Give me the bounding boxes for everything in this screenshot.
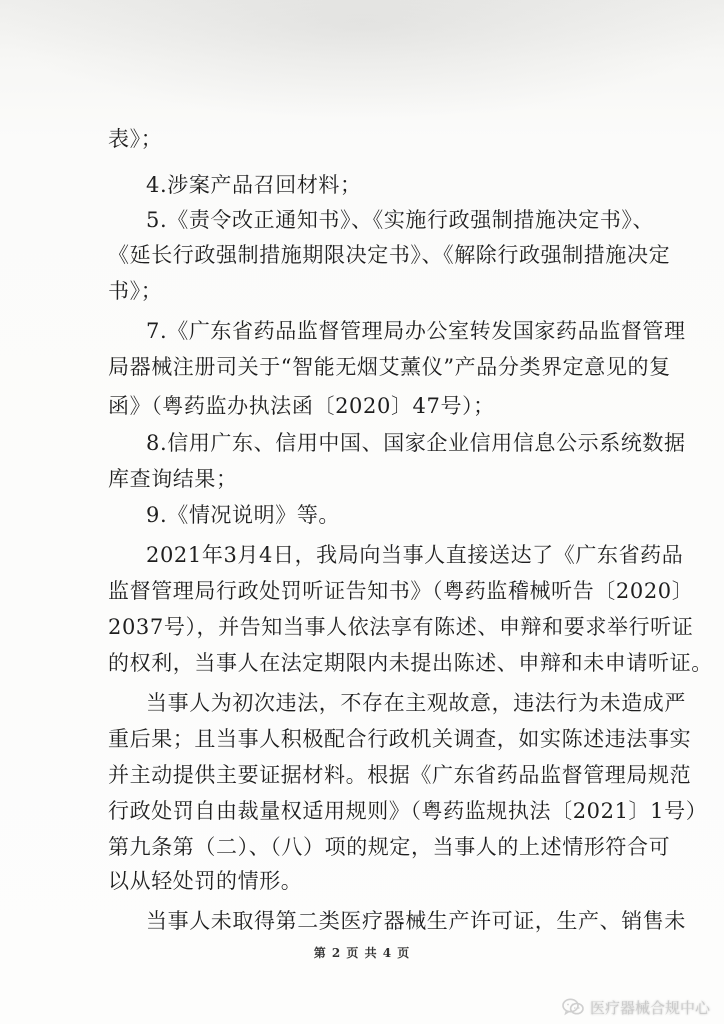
- text-line: 函》（粤药监办执法函〔2020〕47号）；: [108, 394, 495, 418]
- text-line: 2021年3月4日，我局向当事人直接送达了《广东省药品: [146, 543, 684, 567]
- text-line: 书》；: [108, 279, 163, 303]
- text-line: 以从轻处罚的情形。: [108, 869, 303, 893]
- text-line: 《延长行政强制措施期限决定书》、《解除行政强制措施决定: [108, 243, 671, 267]
- text-line: 4.涉案产品召回材料；: [146, 173, 362, 197]
- text-line: 5.《责令改正通知书》、《实施行政强制措施决定书》、: [146, 208, 655, 232]
- text-line: 监督管理局行政处罚听证告知书》（粤药监稽械听告〔2020〕: [108, 579, 694, 603]
- page-number: 第 2 页 共 4 页: [313, 946, 411, 960]
- text-line: 重后果；且当事人积极配合行政机关调查，如实陈述违法事实: [108, 727, 692, 751]
- text-line: 当事人未取得第二类医疗器械生产许可证，生产、销售未: [146, 909, 686, 933]
- text-line: 9.《情况说明》等。: [146, 503, 341, 527]
- text-line: 并主动提供主要证据材料。根据《广东省药品监督管理局规范: [108, 763, 692, 787]
- scan-shadow: [0, 0, 724, 120]
- wechat-icon: [562, 998, 584, 1016]
- text-line: 7.《广东省药品监督管理局办公室转发国家药品监督管理: [146, 319, 686, 343]
- text-line: 第九条第（二）、（八）项的规定，当事人的上述情形符合可: [108, 835, 671, 859]
- text-line: 的权利，当事人在法定期限内未提出陈述、申辩和未申请听证。: [108, 651, 713, 675]
- text-line: 当事人为初次违法，不存在主观故意，违法行为未造成严: [146, 691, 686, 715]
- text-line: 8.信用广东、信用中国、国家企业信用信息公示系统数据: [146, 431, 686, 455]
- watermark-label: 医疗器械合规中心: [589, 998, 710, 1017]
- text-line: 库查询结果；: [108, 467, 238, 491]
- text-line: 表》；: [108, 127, 163, 151]
- text-line: 行政处罚自由裁量权适用规则》（粤药监规执法〔2021〕1号）: [108, 799, 708, 823]
- text-line: 局器械注册司关于“智能无烟艾薰仪”产品分类界定意见的复: [108, 355, 671, 379]
- text-line: 2037号），并告知当事人依法享有陈述、申辩和要求举行听证: [108, 615, 694, 639]
- watermark: [562, 996, 710, 1018]
